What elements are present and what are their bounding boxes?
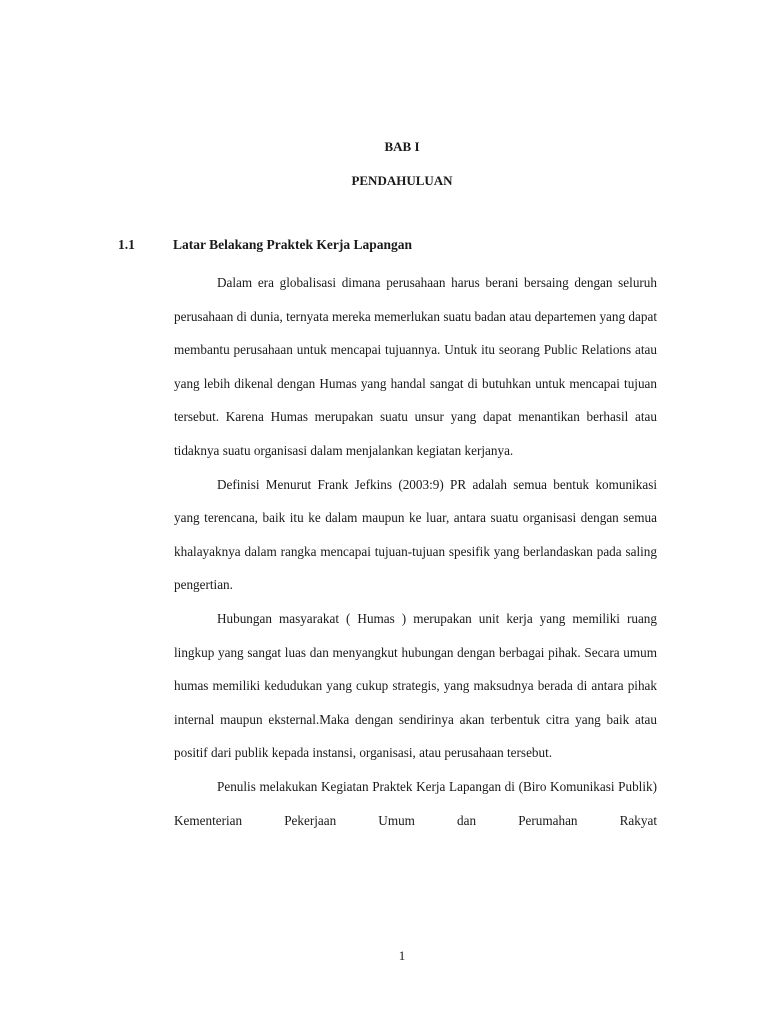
section-number: 1.1 [118, 237, 135, 252]
section-heading [118, 237, 412, 253]
paragraph: Dalam era globalisasi dimana perusahaan harus berani bersaing dengan seluruh perusahaan di dunia, ternyata mereka memerlukan suatu badan atau departemen yang dapat membantu perusahaan untuk mencapai tujuannya. Untuk itu seorang Public Relations atau yang lebih dikenal dengan Humas yang handal sangat di butuhkan untuk mencapai tujuan tersebut. Karena Humas merupakan suatu unsur yang dapat menantikan berhasil atau tidaknya suatu organisasi dalam menjalankan kegiatan kerjanya. [174, 275, 657, 458]
paragraph: Definisi Menurut Frank Jefkins (2003:9) PR adalah semua bentuk komunikasi yang terencana, baik itu ke dalam maupun ke luar, antara suatu organisasi dengan semua khalayaknya dalam rangka mencapai tujuan-tujuan spesifik yang berlandaskan pada saling pengertian. [174, 476, 657, 593]
paragraph: Hubungan masyarakat ( Humas ) merupakan unit kerja yang memiliki ruang lingkup yang sangat luas dan menyangkut hubungan dengan berbagai pihak. Secara umum humas memiliki kedudukan yang cukup strategis, yang maksudnya berada di antara pihak internal maupun eksternal.Maka dengan sendirinya akan terbentuk citra yang baik atau positif dari publik kepada instansi, organisasi, atau perusahaan tersebut. [174, 610, 657, 761]
chapter-title: PENDAHULUAN [351, 173, 453, 188]
paragraph: Penulis melakukan Kegiatan Praktek Kerja Lapangan di (Biro Komunikasi Publik) Kementerian Pekerjaan Umum dan Perumahan Rakyat [174, 778, 657, 828]
page-number: 1 [398, 948, 406, 963]
section-title: Latar Belakang Praktek Kerja Lapangan [173, 237, 413, 252]
body-text [174, 266, 657, 837]
chapter-label: BAB I [384, 139, 420, 154]
